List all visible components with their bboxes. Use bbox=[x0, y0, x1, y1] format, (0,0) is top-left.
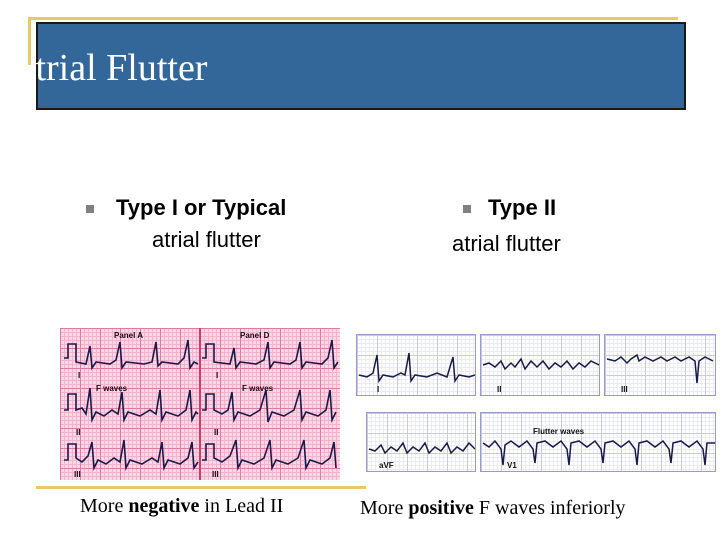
left-caption bbox=[80, 495, 283, 518]
right-caption-bold: positive bbox=[408, 497, 474, 519]
label-lead-v1: V1 bbox=[507, 461, 517, 470]
left-bullet-line1: Type I or Typical bbox=[116, 195, 287, 220]
right-caption-prefix: More bbox=[360, 497, 409, 519]
ecg-figure-typical-flutter bbox=[60, 328, 340, 480]
slide-title: Atrial Flutter bbox=[8, 47, 208, 89]
label-lead-iii-a: III bbox=[74, 470, 81, 479]
ecg-strip-lead-ii bbox=[480, 334, 600, 396]
right-bullet-line1: Type II bbox=[488, 195, 557, 220]
label-lead-i-right: I bbox=[377, 385, 380, 394]
accent-line-top bbox=[28, 17, 678, 20]
right-bullet-line2: atrial flutter bbox=[452, 231, 561, 256]
label-lead-iii-d: III bbox=[212, 470, 219, 479]
label-f-waves-d: F waves bbox=[242, 384, 274, 393]
ecg-strip-lead-iii bbox=[604, 334, 716, 396]
label-lead-avf: aVF bbox=[379, 461, 394, 470]
right-caption bbox=[360, 497, 626, 520]
label-panel-d: Panel D bbox=[240, 331, 270, 340]
right-caption-suffix: F waves inferiorly bbox=[473, 497, 626, 519]
ecg-strip-lead-v1 bbox=[480, 412, 716, 472]
bullet-square-right bbox=[463, 205, 471, 213]
accent-line-bottom bbox=[36, 486, 366, 489]
label-flutter-waves: Flutter waves bbox=[533, 427, 585, 436]
label-lead-ii-d: II bbox=[214, 428, 219, 437]
left-caption-suffix: in Lead II bbox=[199, 495, 284, 517]
label-lead-i-a: I bbox=[78, 371, 81, 380]
ecg-strip-lead-i bbox=[356, 334, 476, 396]
left-bullet-line2: atrial flutter bbox=[152, 227, 261, 252]
label-lead-i-d: I bbox=[216, 371, 219, 380]
bullet-square-left bbox=[86, 205, 94, 213]
label-lead-ii-a: II bbox=[76, 428, 81, 437]
label-lead-iii-right: III bbox=[621, 385, 628, 394]
label-panel-a: Panel A bbox=[114, 331, 144, 340]
ecg-strip-lead-avf bbox=[366, 412, 476, 472]
left-caption-prefix: More bbox=[80, 495, 129, 517]
label-f-waves-a: F waves bbox=[96, 384, 128, 393]
label-lead-ii-right: II bbox=[497, 385, 502, 394]
ecg-trace-lead-i bbox=[357, 335, 476, 396]
left-caption-bold: negative bbox=[128, 495, 200, 517]
ecg-traces-left bbox=[60, 328, 340, 480]
